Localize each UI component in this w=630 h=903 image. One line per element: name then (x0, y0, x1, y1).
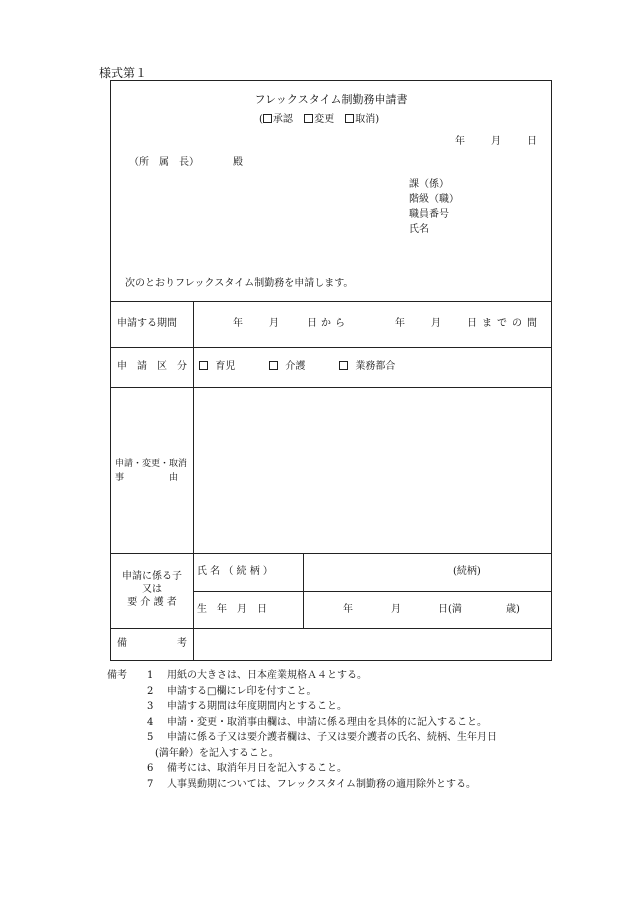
note-item: 6 備考には、取消年月日を記入すること。 (147, 763, 347, 774)
period-label: 申請する期間 (117, 318, 177, 329)
divider (111, 553, 551, 554)
addressee-label: （所 属 長） (129, 157, 199, 168)
divider (111, 387, 551, 388)
type-options: ( 承認 変更 取消) (259, 114, 380, 125)
divider (111, 628, 551, 629)
option-cancel: 取消 (355, 114, 376, 125)
remarks-field[interactable] (195, 630, 550, 659)
category-nursing-care[interactable]: 介護 (269, 361, 305, 373)
option-approval: 承認 (272, 114, 293, 125)
divider (111, 301, 551, 302)
form-title: フレックスタイム制勤務申請書 (254, 93, 408, 106)
child-label-3: 要 介 護 者 (127, 597, 177, 608)
checkbox-nursing-care[interactable] (269, 361, 278, 370)
notes (107, 668, 577, 792)
checkbox-approval[interactable] (263, 114, 272, 123)
child-label-2: 又は (142, 584, 162, 595)
column-divider (303, 553, 304, 628)
relationship-text: (続柄) (453, 566, 481, 577)
date-day: 日 (527, 136, 537, 147)
period-start-month: 月 (269, 318, 279, 329)
applicant-name: 氏名 (409, 224, 429, 235)
period-end-year: 年 (395, 318, 405, 329)
period-start-day: 日から (307, 318, 349, 329)
reason-label: 申請・変更・取消 (115, 459, 188, 469)
divider (111, 347, 551, 348)
period-start-year: 年 (233, 318, 243, 329)
child-label: 申請に係る子 (122, 571, 182, 582)
remarks-label: 備 考 (117, 638, 187, 649)
name-relationship-label: 氏 名 （ 続 柄 ） (197, 566, 273, 577)
date-year: 年 (455, 136, 465, 147)
period-end-day: 日までの間 (467, 318, 542, 329)
note-item: 7 人事異動期については、フレックスタイム制勤務の適用除外とする。 (147, 778, 476, 790)
category-label: 申 請 区 分 (117, 361, 187, 372)
checkbox-childcare[interactable] (199, 361, 208, 370)
reason-field[interactable] (195, 389, 550, 551)
reason-label-2: 事 由 (115, 473, 179, 483)
age-suffix: 歳) (506, 604, 520, 615)
application-form (110, 80, 552, 661)
note-item: 3 申請する期間は年度期間内とすること。 (147, 701, 347, 712)
birth-date-label: 生 年 月 日 (197, 604, 267, 615)
birth-year: 年 (343, 604, 353, 615)
checkbox-cancel[interactable] (345, 114, 354, 123)
note-item-continuation: (満年齢）を記入すること。 (155, 747, 279, 759)
note-item: 備考 1 用紙の大きさは、日本産業規格Ａ４とする。 (107, 668, 577, 684)
note-item: 4 申請・変更・取消事由欄は、申請に係る理由を具体的に記入すること。 (147, 716, 487, 728)
applicant-section: 課（係） (409, 179, 449, 190)
applicant-rank: 階級（職） (409, 194, 459, 205)
period-end-month: 月 (431, 318, 441, 329)
form-number: 様式第１ (99, 66, 148, 80)
category-business[interactable]: 業務都合 (339, 361, 395, 373)
addressee-honorific: 殿 (233, 157, 243, 168)
date-month: 月 (491, 136, 501, 147)
option-change: 変更 (314, 114, 335, 125)
applicant-staff-number: 職員番号 (409, 209, 449, 220)
birth-day-age: 日(満 (438, 604, 462, 615)
checkbox-change[interactable] (304, 114, 313, 123)
note-item: 5 申請に係る子又は要介護者欄は、子又は要介護者の氏名、続柄、生年月日 (147, 732, 497, 743)
category-childcare[interactable]: 育児 (199, 361, 235, 373)
checkbox-business[interactable] (339, 361, 348, 370)
birth-month: 月 (391, 604, 401, 615)
note-item: 2 申請する□欄にレ印を付すこと。 (147, 685, 317, 697)
notes-heading: 備考 (107, 670, 127, 681)
name-field[interactable] (305, 555, 550, 589)
intro-text: 次のとおりフレックスタイム制勤務を申請します。 (125, 278, 354, 289)
divider (193, 591, 551, 592)
column-divider (193, 301, 194, 661)
